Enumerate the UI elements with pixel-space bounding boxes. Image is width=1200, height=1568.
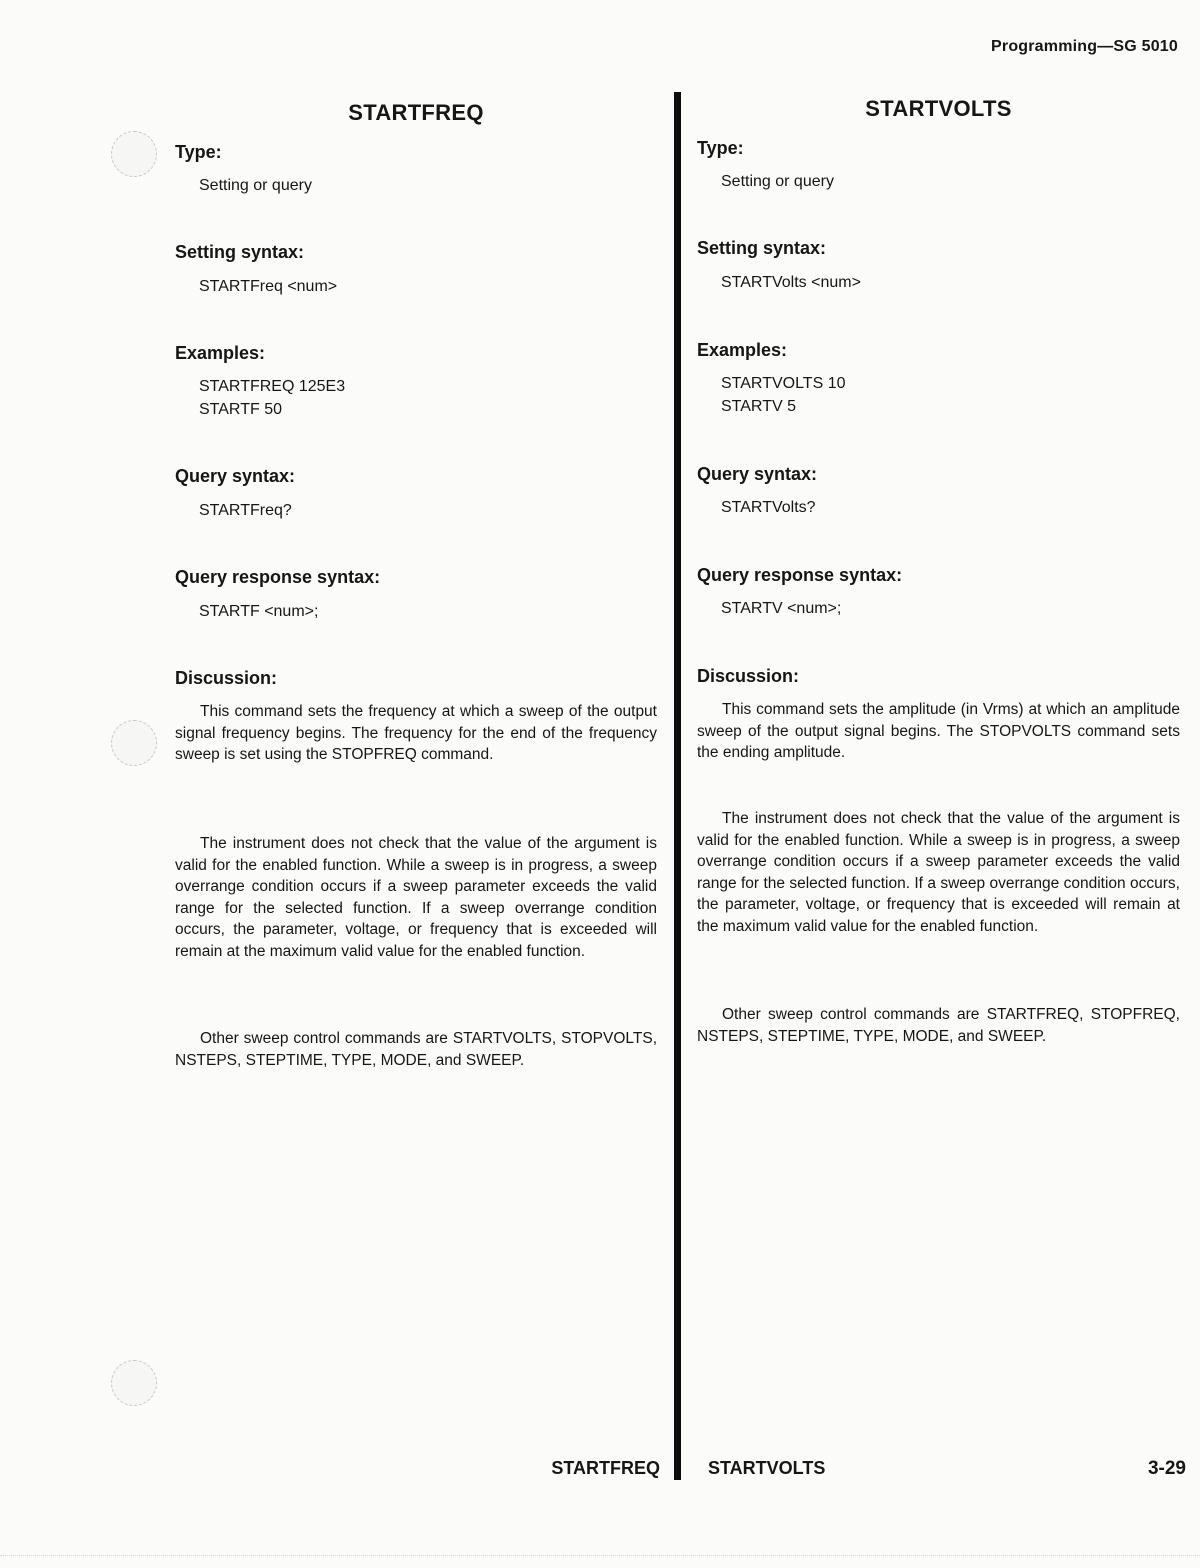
example-line: STARTF 50 <box>199 401 282 418</box>
examples-heading: Examples: <box>697 340 788 360</box>
discussion-paragraph: Other sweep control commands are STARTVOLTS, STOPVOLTS, NSTEPS, STEPTIME, TYPE, MODE, and SWEEP. <box>175 1030 657 1069</box>
query-response-heading: Query response syntax: <box>175 567 381 587</box>
setting-syntax-value: STARTFreq <num> <box>199 278 338 295</box>
punch-hole-bottom <box>111 1360 157 1406</box>
discussion-paragraph: Other sweep control commands are STARTFREQ, STOPFREQ, NSTEPS, STEPTIME, TYPE, MODE, and SWEEP. <box>697 1006 1180 1045</box>
examples-heading: Examples: <box>175 343 266 363</box>
query-response-value: STARTF <num>; <box>199 603 319 620</box>
query-response-value: STARTV <num>; <box>721 600 842 617</box>
type-value: Setting or query <box>199 177 312 194</box>
command-title: STARTFREQ <box>348 100 484 125</box>
discussion-paragraph: The instrument does not check that the value of the argument is valid for the enabled function. While a sweep is in progress, a sweep overrange condition occurs if a sweep parameter exceeds the valid range for the selected function. If a sweep overrange condition occurs, the parameter, voltage, or frequency that is exceeded will remain at the maximum valid value for the enabled function. <box>697 810 1180 935</box>
punch-hole-top <box>111 131 157 177</box>
setting-syntax-heading: Setting syntax: <box>697 238 827 258</box>
setting-syntax-heading: Setting syntax: <box>175 242 305 262</box>
footer-right-label: STARTVOLTS <box>708 1458 826 1478</box>
scan-edge <box>0 1555 1200 1557</box>
query-syntax-heading: Query syntax: <box>175 466 296 486</box>
discussion-paragraph: This command sets the amplitude (in Vrms) at which an amplitude sweep of the output signal begins. The STOPVOLTS command sets the ending amplitude. <box>697 701 1180 762</box>
discussion-heading: Discussion: <box>697 666 800 686</box>
punch-hole-middle <box>111 720 157 766</box>
setting-syntax-value: STARTVolts <num> <box>721 274 861 291</box>
discussion-paragraph: The instrument does not check that the value of the argument is valid for the enabled function. While a sweep is in progress, a sweep overrange condition occurs if a sweep parameter exceeds the valid range for the selected function. If a sweep overrange condition occurs, the parameter, voltage, or frequency that is exceeded will remain at the maximum valid value for the enabled function. <box>175 835 657 960</box>
running-header: Programming—SG 5010 <box>991 38 1178 55</box>
discussion-heading: Discussion: <box>175 668 278 688</box>
type-value: Setting or query <box>721 173 834 190</box>
column-divider <box>674 92 681 1480</box>
example-line: STARTV 5 <box>721 398 796 415</box>
page-number: 3-29 <box>1147 1458 1186 1479</box>
command-title: STARTVOLTS <box>865 96 1012 121</box>
type-heading: Type: <box>697 138 744 158</box>
query-syntax-value: STARTFreq? <box>199 502 292 519</box>
type-heading: Type: <box>175 142 222 162</box>
example-line: STARTFREQ 125E3 <box>199 378 346 395</box>
query-syntax-heading: Query syntax: <box>697 464 818 484</box>
query-response-heading: Query response syntax: <box>697 565 903 585</box>
query-syntax-value: STARTVolts? <box>721 499 816 516</box>
footer-left-label: STARTFREQ <box>551 1458 660 1478</box>
discussion-paragraph: This command sets the frequency at which a sweep of the output signal frequency begins. The frequency for the end of the frequency sweep is set using the STOPFREQ command. <box>175 703 657 764</box>
example-line: STARTVOLTS 10 <box>721 375 846 392</box>
